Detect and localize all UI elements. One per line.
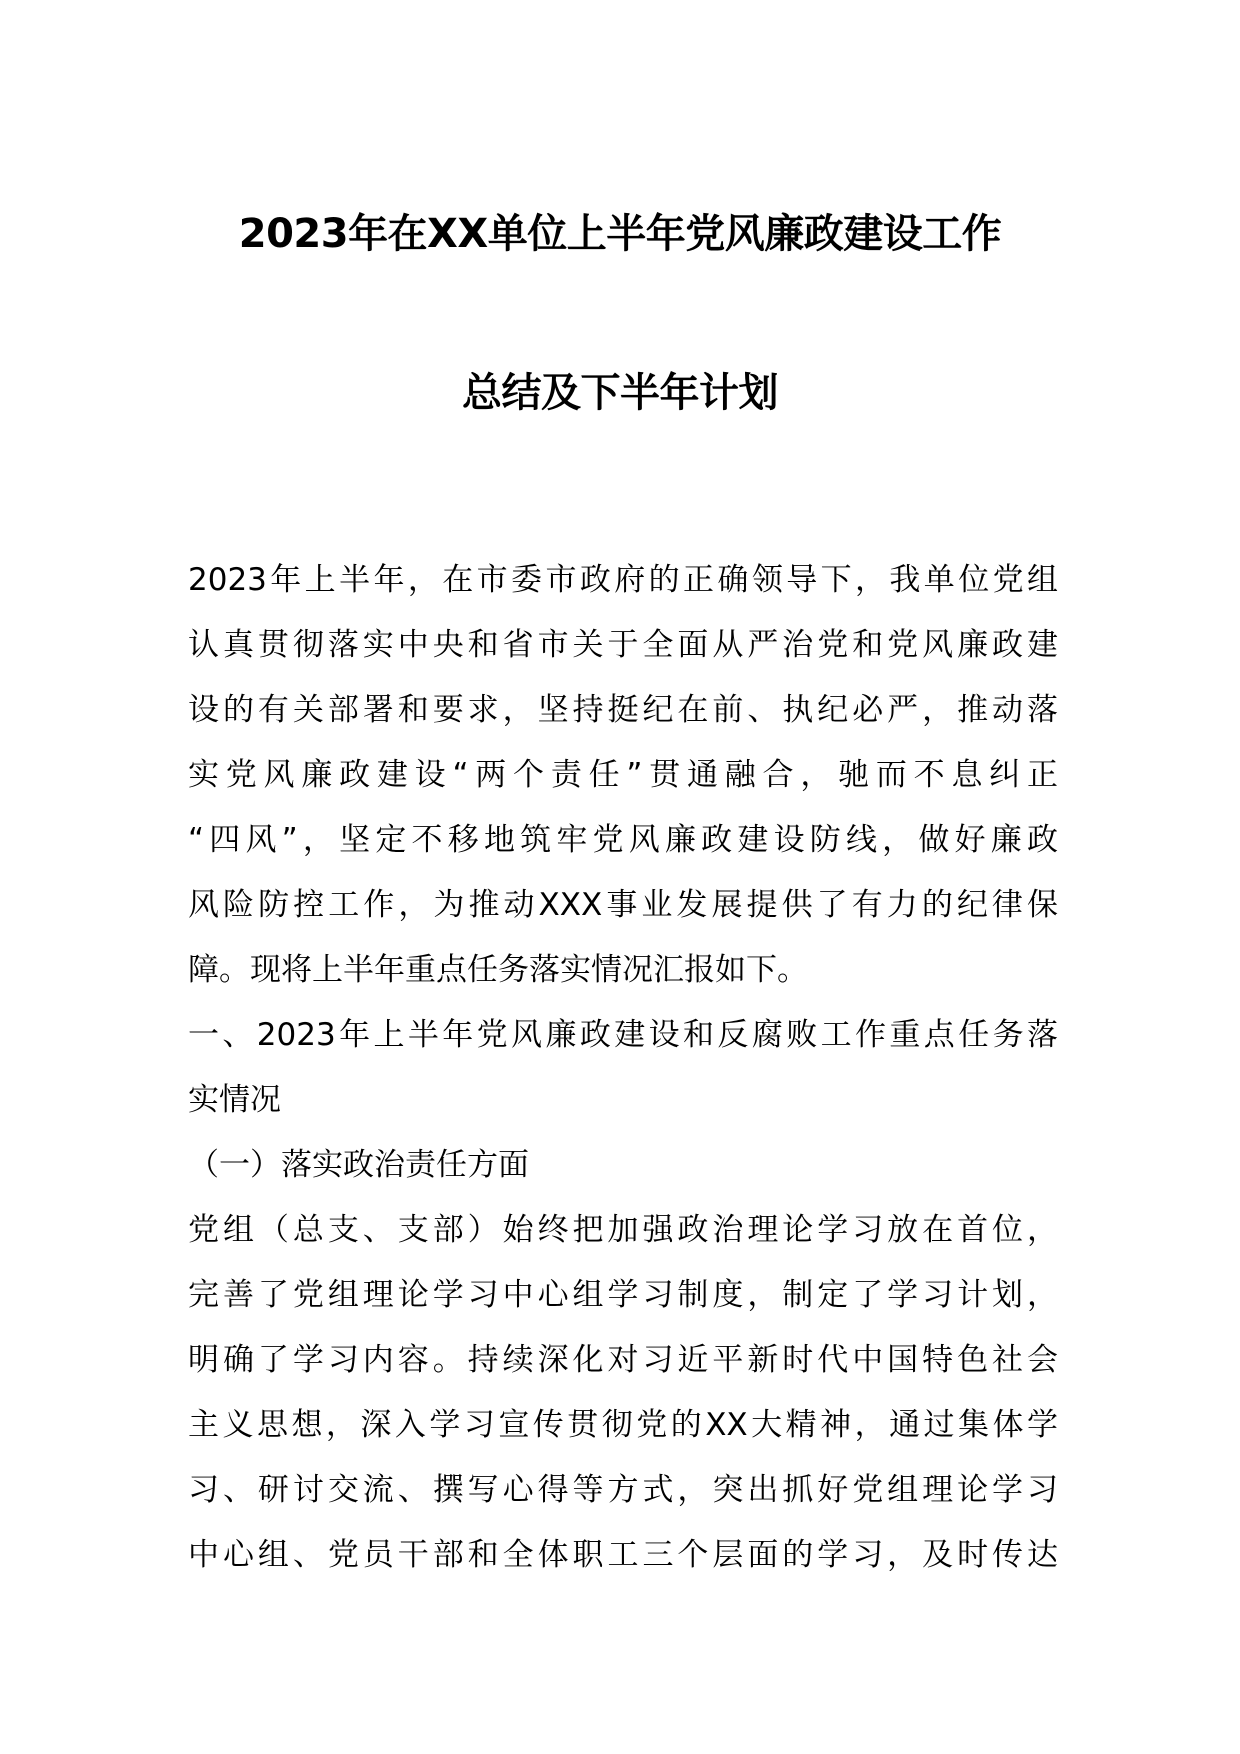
- section-heading-line: 实情况: [188, 1082, 281, 1118]
- body-line: 障。现将上半年重点任务落实情况汇报如下。: [188, 952, 808, 988]
- body-line: 党组（总支、支部）始终把加强政治理论学习放在首位，: [188, 1212, 1058, 1248]
- subsection-heading: （一）落实政治责任方面: [188, 1147, 529, 1183]
- body-line: 风险防控工作，为推动XXX事业发展提供了有力的纪律保: [188, 887, 1058, 923]
- body-line: 2023年上半年，在市委市政府的正确领导下，我单位党组: [188, 562, 1058, 598]
- body-line: 中心组、党员干部和全体职工三个层面的学习，及时传达: [188, 1537, 1058, 1573]
- body-line: 习、研讨交流、撰写心得等方式，突出抓好党组理论学习: [188, 1472, 1058, 1508]
- body-line: 设的有关部署和要求，坚持挺纪在前、执纪必严，推动落: [188, 692, 1058, 728]
- body-line: 实党风廉政建设“两个责任”贯通融合，驰而不息纠正: [188, 757, 1058, 793]
- document-title-line-2: 总结及下半年计划: [462, 370, 778, 416]
- body-line: 完善了党组理论学习中心组学习制度，制定了学习计划，: [188, 1277, 1058, 1313]
- body-line: 认真贯彻落实中央和省市关于全面从严治党和党风廉政建: [188, 627, 1058, 663]
- body-line: “四风”，坚定不移地筑牢党风廉政建设防线，做好廉政: [188, 822, 1058, 858]
- body-line: 主义思想，深入学习宣传贯彻党的XX大精神，通过集体学: [188, 1407, 1058, 1443]
- body-line: 明确了学习内容。持续深化对习近平新时代中国特色社会: [188, 1342, 1058, 1378]
- section-heading-line: 一、2023年上半年党风廉政建设和反腐败工作重点任务落: [188, 1017, 1058, 1053]
- document-body: [188, 548, 1058, 1588]
- document-title-line-1: 2023年在XX单位上半年党风廉政建设工作: [238, 211, 1002, 257]
